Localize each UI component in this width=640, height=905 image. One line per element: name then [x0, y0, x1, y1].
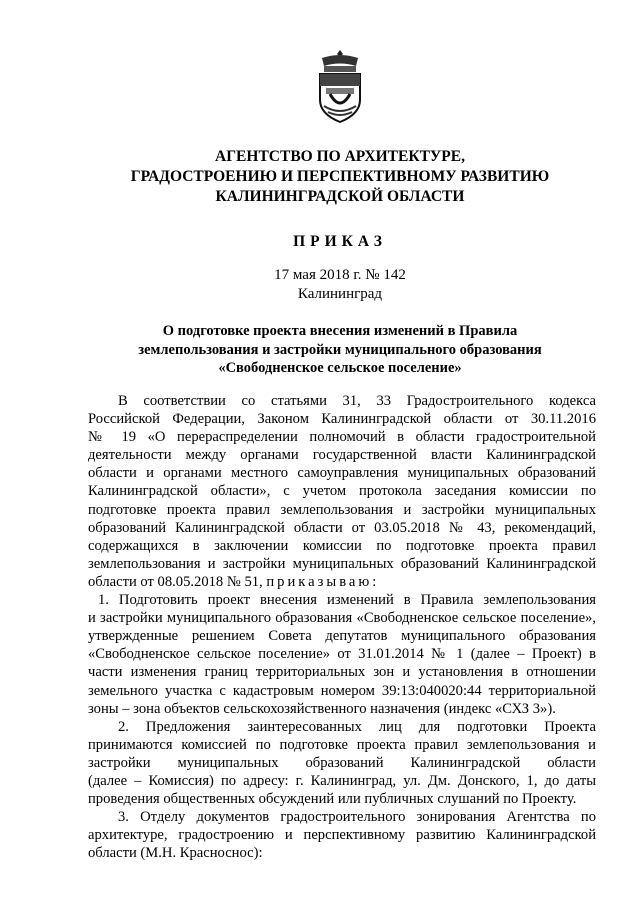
body-line: 1. Подготовить проект внесения изменений в Правила землепользования [98, 592, 596, 609]
order-verb: приказываю: [266, 573, 380, 590]
body-line: застройки муниципальных образований Калининградской области [88, 754, 596, 771]
body-line: области и органами местного самоуправления муниципальных образований [88, 465, 596, 482]
body-line: (далее – Комиссия) по адресу: г. Калининград, ул. Дм. Донского, 1, до даты [88, 772, 596, 789]
agency-name [100, 147, 580, 207]
order-subject [110, 322, 570, 378]
body-line: земельного участка с кадастровым номером 39:13:040020:44 территориальной [88, 682, 596, 699]
order-body [88, 392, 596, 862]
body-line: № 19 «О перераспределении полномочий в области градостроительной [88, 429, 596, 446]
order-date-number: 17 мая 2018 г. № 142 [274, 267, 406, 283]
subject-line: землепользования и застройки муниципального образования [138, 341, 542, 358]
body-line: землепользования и застройки муниципальных образований Калининградской [88, 555, 596, 572]
order-title: ПРИКАЗ [293, 233, 387, 250]
body-line: Калининградской области», с учетом протокола заседания комиссии по [88, 483, 596, 500]
body-line: деятельности между органами государственной власти Калининградской [88, 447, 596, 464]
body-line: утвержденные решением Совета депутатов муниципального образования [88, 628, 596, 645]
body-line: В соответствии со статьями 31, 33 Градостроительного кодекса [118, 393, 596, 409]
body-line: 3. Отделу документов градостроительного зонирования Агентства по [118, 809, 596, 826]
body-line: 2. Предложения заинтересованных лиц для подготовки Проекта [118, 718, 596, 735]
agency-name-line: ГРАДОСТРОЕНИЮ И ПЕРСПЕКТИВНОМУ РАЗВИТИЮ [130, 168, 550, 185]
body-line [88, 573, 596, 591]
body-line: содержащихся в заключении комиссии по подготовке проекта правил [88, 537, 596, 554]
body-line: зоны – зона объектов сельскохозяйственного назначения (индекс «СХЗ 3»). [88, 700, 556, 717]
body-line: проведения общественных обсуждений или публичных слушаний по Проекту. [88, 791, 577, 808]
body-line: части изменения границ территориальных зон и установления в отношении [88, 664, 596, 681]
body-line: «Свободненское сельское поселение» от 31.01.2014 № 1 (далее – Проект) в [88, 646, 596, 663]
subject-line: О подготовке проекта внесения изменений в Правила [162, 323, 518, 339]
order-date-block [100, 266, 580, 304]
agency-name-line: КАЛИНИНГРАДСКОЙ ОБЛАСТИ [215, 188, 465, 205]
body-line: архитектуре, градостроению и перспективному развитию Калининградской [88, 827, 596, 844]
order-city: Калининград [297, 286, 383, 302]
agency-name-line: АГЕНТСТВО ПО АРХИТЕКТУРЕ, [215, 148, 465, 165]
body-line: подготовке проекта правил землепользования и застройки муниципальных [88, 501, 596, 518]
body-line: Российской Федерации, Законом Калининградской области от 30.11.2016 [88, 411, 596, 428]
body-line: образований Калининградской области от 03.05.2018 № 43, рекомендаций, [88, 519, 596, 536]
body-line: принимаются комиссией по подготовке проекта правил землепользования и [88, 736, 596, 753]
body-line-text: области от 08.05.2018 № 51, [88, 573, 263, 590]
body-line: области (М.Н. Красноснос): [88, 845, 263, 862]
subject-line: «Свободненское сельское поселение» [218, 360, 462, 377]
coat-of-arms-icon [314, 48, 366, 124]
body-line: и застройки муниципального образования «Свободненское сельское поселение», [88, 610, 596, 627]
